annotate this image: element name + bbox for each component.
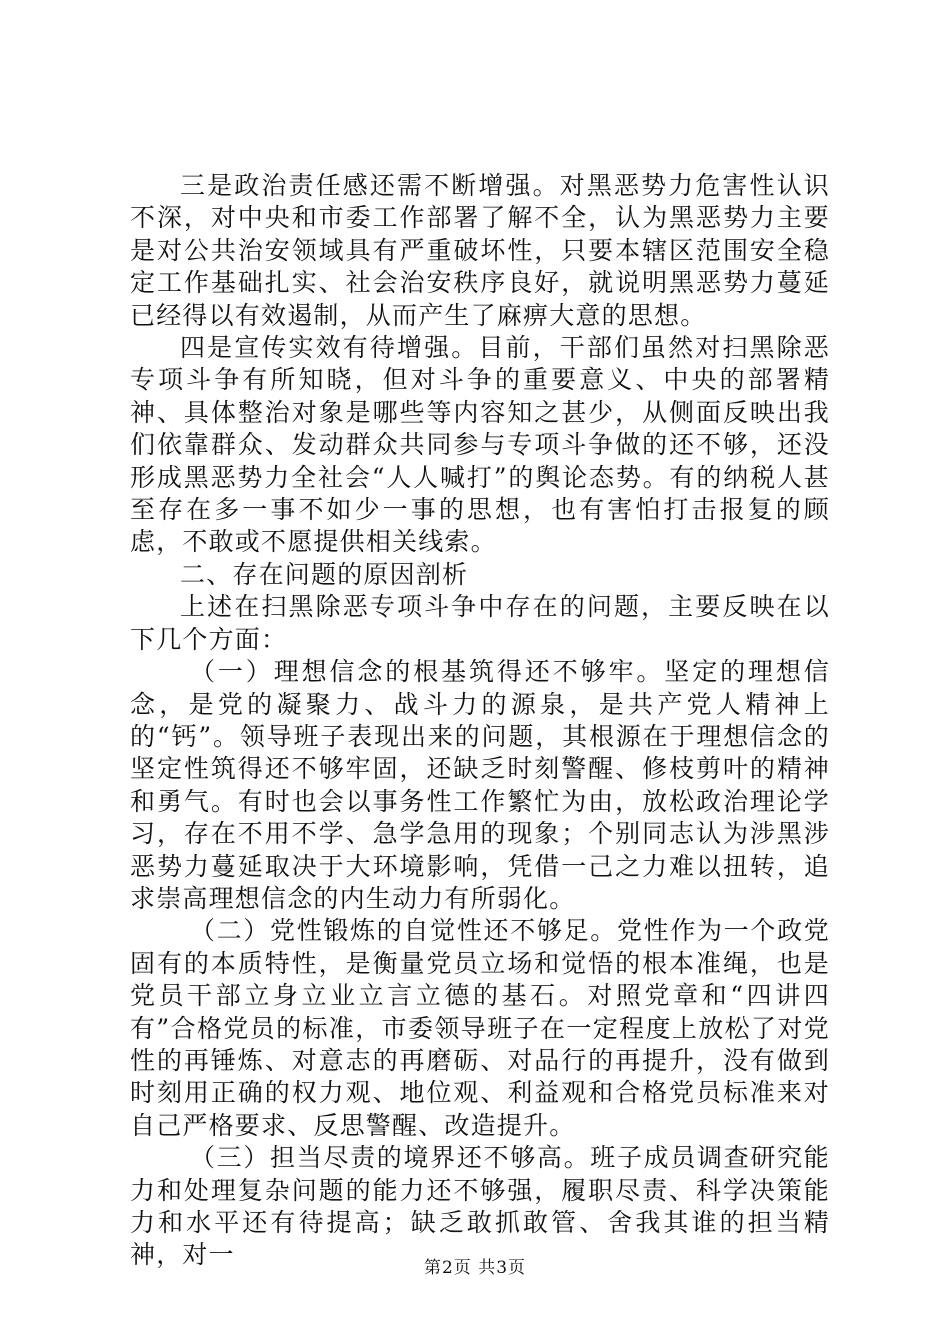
section-heading-cause-analysis: 二、存在问题的原因剖析 [180,559,469,589]
paragraph-party-spirit: （二）党性锻炼的自觉性还不够足。党性作为一个政党固有的本质特性，是衡量党员立场和觉悟的根本准绳，也是党员干部立身立业立言立德的基石。对照党章和“四讲四有”合格党员的标准，市委领导班子在一定程度上放松了对党性的再锤炼、对意志的再磨砺、对品行的再提升，没有做到时刻用正确的权力观、地位观、利益观和合格党员标准来对自己严格要求、反思警醒、改造提升。 [130,916,830,1140]
paragraph-political-responsibility: 三是政治责任感还需不断增强。对黑恶势力危害性认识不深，对中央和市委工作部署了解不全，认为黑恶势力主要是对公共治安领域具有严重破坏性，只要本辖区范围安全稳定工作基础扎实、社会治安秩序良好，就说明黑恶势力蔓延已经得以有效遏制，从而产生了麻痹大意的思想。 [130,171,830,330]
paragraph-responsibility: （三）担当尽责的境界还不够高。班子成员调查研究能力和处理复杂问题的能力还不够强，履职尽责、科学决策能力和水平还有待提高；缺乏敢抓敢管、舍我其谁的担当精神，对一 [130,1143,830,1270]
document-body [130,170,830,1272]
paragraph-intro-aspects: 上述在扫黑除恶专项斗争中存在的问题，主要反映在以下几个方面： [130,592,830,654]
paragraph-ideals-beliefs: （一）理想信念的根基筑得还不够牢。坚定的理想信念，是党的凝聚力、战斗力的源泉，是共产党人精神上的“钙”。领导班子表现出来的问题，其根源在于理想信念的坚定性筑得还不够牢固，还缺乏时刻警醒、修枝剪叶的精神和勇气。有时也会以事务性工作繁忙为由，放松政治理论学习，存在不用不学、急学急用的现象；个别同志认为涉黑涉恶势力蔓延取决于大环境影响，凭借一己之力难以扭转，追求崇高理想信念的内生动力有所弱化。 [130,657,830,913]
page-number-footer: 第2页 共3页 [423,1258,527,1278]
paragraph-publicity-effect: 四是宣传实效有待增强。目前，干部们虽然对扫黑除恶专项斗争有所知晓，但对斗争的重要意义、中央的部署精神、具体整治对象是哪些等内容知之甚少，从侧面反映出我们依靠群众、发动群众共同参与专项斗争做的还不够，还没形成黑恶势力全社会“人人喊打”的舆论态势。有的纳税人甚至存在多一事不如少一事的思想，也有害怕打击报复的顾虑，不敢或不愿提供相关线索。 [130,333,830,557]
